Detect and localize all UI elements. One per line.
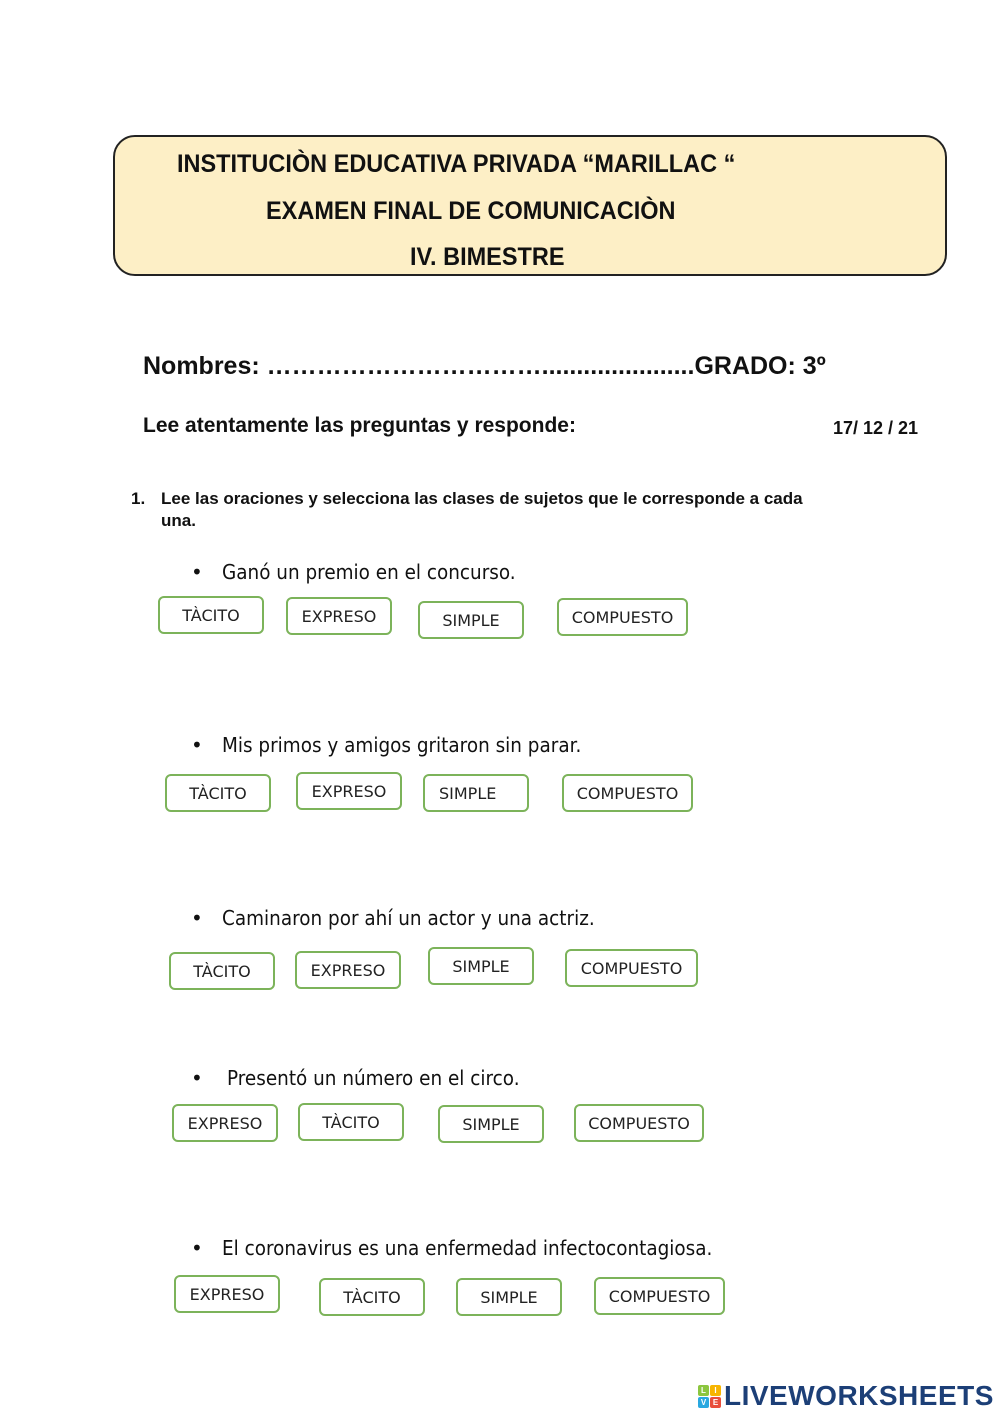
logo-text: LIVEWORKSHEETS (724, 1380, 994, 1411)
option-compuesto[interactable]: COMPUESTO (557, 598, 688, 636)
option-compuesto[interactable]: COMPUESTO (594, 1277, 725, 1315)
bullet: • (191, 733, 203, 757)
bullet: • (191, 560, 203, 584)
option-tacito[interactable]: TÀCITO (165, 774, 271, 812)
question-number: 1. (131, 489, 146, 508)
sentence-1: Ganó un premio en el concurso. (222, 560, 516, 584)
name-grade-line: Nombres: ……………………………......................GRADO: 3º (143, 352, 826, 380)
exam-date: 17/ 12 / 21 (833, 418, 919, 438)
option-expreso[interactable]: EXPRESO (296, 772, 402, 810)
logo-tiles-icon: L I V E (698, 1385, 721, 1408)
option-expreso[interactable]: EXPRESO (295, 951, 401, 989)
option-simple[interactable]: SIMPLE (438, 1105, 544, 1143)
option-expreso[interactable]: EXPRESO (174, 1275, 280, 1313)
sentence-2: Mis primos y amigos gritaron sin parar. (222, 733, 582, 757)
instructions: Lee atentamente las preguntas y responde: (143, 414, 576, 437)
option-simple[interactable]: SIMPLE (456, 1278, 562, 1316)
option-compuesto[interactable]: COMPUESTO (574, 1104, 704, 1142)
option-tacito[interactable]: TÀCITO (169, 952, 275, 990)
liveworksheets-logo (698, 1380, 994, 1412)
option-compuesto[interactable]: COMPUESTO (562, 774, 693, 812)
option-simple[interactable]: SIMPLE (428, 947, 534, 985)
option-tacito[interactable]: TÀCITO (298, 1103, 404, 1141)
option-compuesto[interactable]: COMPUESTO (565, 949, 698, 987)
sentence-3: Caminaron por ahí un actor y una actriz. (222, 906, 595, 930)
option-tacito[interactable]: TÀCITO (158, 596, 264, 634)
exam-title: EXAMEN FINAL DE COMUNICACIÒN (266, 197, 676, 225)
bullet: • (191, 1066, 203, 1090)
bullet: • (191, 906, 203, 930)
question-text: Lee las oraciones y selecciona las clases de sujetos que le corresponde a cada (161, 489, 803, 508)
school-name: INSTITUCIÒN EDUCATIVA PRIVADA “MARILLAC “ (177, 150, 736, 178)
bullet: • (191, 1236, 203, 1260)
option-tacito[interactable]: TÀCITO (319, 1278, 425, 1316)
option-simple[interactable]: SIMPLE (423, 774, 529, 812)
sentence-5: El coronavirus es una enfermedad infectocontagiosa. (222, 1236, 713, 1260)
option-expreso[interactable]: EXPRESO (286, 597, 392, 635)
option-simple[interactable]: SIMPLE (418, 601, 524, 639)
sentence-4: Presentó un número en el circo. (227, 1066, 520, 1090)
option-expreso[interactable]: EXPRESO (172, 1104, 278, 1142)
term: IV. BIMESTRE (410, 243, 565, 271)
question-text-cont: una. (161, 511, 196, 530)
